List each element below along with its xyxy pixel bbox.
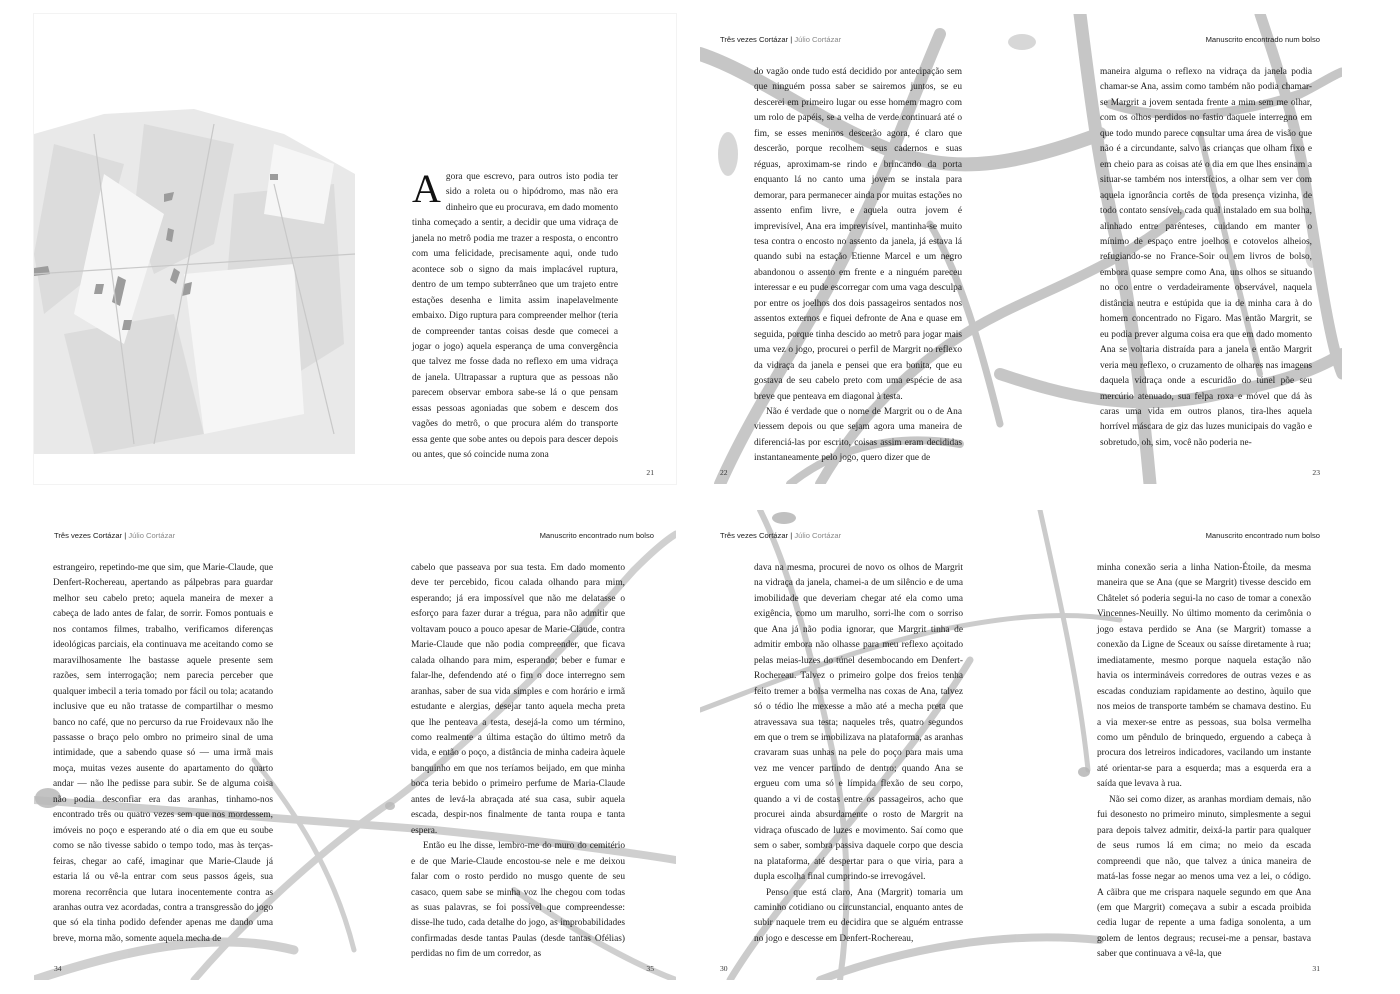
paragraph: do vagão onde tudo está decidido por antecipação sem que ninguém possa saber se sairemos juntos, se eu descerei em primeiro lugar ou esse homem magro com um rolo de papéis, se a velha de verde continuará até o fim, se esses meninos descerão agora, é claro que descerão, porque recolhem seus cadernos e suas réguas, aproximam-se rindo e brincando da porta enquanto lá no canto uma jovem se instala para demorar, para permanecer ainda por muitas estações no assento enfim livre, e aquela outra jovem é imprevisível, Ana era imprevisível, mantinha-se muito tesa contra o encosto no assento da janela, já estava lá quando subi na estação Etienne Marcel e um negro abandonou o assento em frente e a ninguém pareceu interessar e eu pude escorregar com uma vaga desculpa por entre os joelhos dos dois passageiros sentados nos assentos externos e fiquei defronte de Ana e quase em seguida, porque tinha descido ao metrô para jogar mais uma vez o jogo, procurei o perfil de Margrit no reflexo da vidraça da janela e pensei que era bonita, que eu gostava de seu cabelo preto com uma espécie de asa breve que penteava em diagonal à testa.: [754, 67, 962, 402]
paragraph: minha conexão seria a linha Nation-Étoile, da mesma maneira que se Ana (que se Margrit) tivesse descido em Châtelet só poderia segui-la no caso de tomar a conexão Vincennes-Neuilly. No último momento da cerimônia o jogo estava perdido se Ana (se Margrit) tomasse a conexão da Ligne de Sceaux ou saísse diretamente à rua; imediatamente, mesmo porque naquela estação não havia os intermináveis corredores de outras vezes e as escadas conduziam rapidamente ao destino, àquilo que nos meios de transporte também se chamava destino. Eu a via mexer-se entre as pessoas, sua bolsa vermelha como um pêndulo de brinquedo, erguendo a cabeça à procura dos letreiros indicadores, vacilando um instante até orientar-se para a esquerda; mas a esquerda era a saída que levava à rua.: [1097, 563, 1311, 790]
running-head-left: [720, 35, 841, 44]
header-separator: |: [124, 531, 127, 540]
page-number-left: 22: [720, 468, 728, 477]
author-name: Júlio Cortázar: [794, 35, 842, 44]
author-name: Júlio Cortázar: [794, 531, 842, 540]
spread-pages-20-21: [34, 14, 676, 484]
running-head-right: Manuscrito encontrado num bolso: [1205, 531, 1320, 540]
paragraph: Então eu lhe disse, lembro-me do muro do cemitério e de que Marie-Claude encostou-se nele e me deixou falar com o rosto perdido no musgo quente de seu casaco, quem sabe se minha voz lhe chegou com todas as suas palavras, se foi possível que compreendesse: disse-lhe tudo, cada detalhe do jogo, as improbabilidades confirmadas desde tantas Paulas (desde tantas Ofélias) perdidas no fim de um corredor, as: [411, 841, 625, 960]
body-text-column-left: [754, 561, 963, 947]
book-title: Três vezes Cortázar: [720, 35, 789, 44]
running-head-left: [54, 531, 175, 540]
spread-pages-22-23: [700, 14, 1342, 484]
page-number-left: 34: [54, 964, 62, 973]
body-text-column-right: [411, 561, 625, 963]
paragraph: dava na mesma, procurei de novo os olhos de Margrit na vidraça da janela, chamei-a de um silêncio e de uma imobilidade que deveriam chegar até ela como uma exigência, como um marulho, sorri-lhe com o sorriso que Ana já não podia ignorar, que Margrit tinha de admitir embora não olhasse para meu reflexo açoitado pelas meias-luzes do túnel desembocando em Denfert-Rochereau. Talvez o primeiro golpe dos freios tenha feito tremer a bolsa vermelha nas coxas de Ana, talvez só o tédio lhe mexesse a mão até a mecha preta que atravessava sua testa; naqueles três, quatro segundos em que o trem se imobilizava na plataforma, as aranhas cravaram suas unhas na pele do poço para mais uma vez me vencer partindo de dentro; quando Ana se ergueu com uma só e límpida flexão de seu corpo, quando a vi de costas entre os passageiros, acho que procurei ainda absurdamente o rosto de Margrit na vidraça ofuscado de luzes e movimento. Saí como que sem o saber, sombra passiva daquele corpo que descia na plataforma, até despertar para o que viria, para a dupla escolha final cumprindo-se irrevogável.: [754, 563, 963, 883]
body-text-column-left: [754, 65, 962, 467]
header-separator: |: [790, 531, 793, 540]
paragraph: estrangeiro, repetindo-me que sim, que Marie-Claude, que Denfert-Rochereau, apertando as pálpebras para guardar melhor seu cabelo preto; aquela maneira de mexer a cabeça de lado antes de falar, de sorrir. Fomos pontuais e nos contamos filmes, trabalho, verificamos diferenças ideológicas parciais, ela continuava me aceitando como se maravilhosamente lhe bastasse aquele presente sem razões, sem interrogação; nem parecia perceber que qualquer imbecil a teria tomado por fácil ou tola; acatando inclusive que eu não tratasse de compartilhar o mesmo banco no café, que no percurso da rue Froidevaux não lhe passasse o braço pelo ombro no primeiro sinal de uma intimidade, que a sabendo quase só — uma irmã mais moça, muitas vezes ausente do apartamento do quarto andar — não lhe pedisse para subir. Se de alguma coisa não podia desconfiar era das aranhas, tinhamo-nos encontrado três ou quatro vezes sem que nos mordessem, imóveis no poço e esperando até o dia em que eu soube como se não tivesse sabido o tempo todo, mas às terças-feiras, chegar ao café, imaginar que Marie-Claude já estaria lá ou vê-la entrar com seus passos ágeis, sua morena recorrência que lutara inocentemente contra as aranhas outra vez acordadas, contra a transgressão do jogo que só ela tinha podido defender apenas me dando uma breve, morna mão, somente aquela mecha de: [53, 563, 273, 944]
paragraph: maneira alguma o reflexo na vidraça da janela podia chamar-se Ana, assim como também não podia chamar-se Margrit a jovem sentada frente a mim sem me olhar, com os olhos perdidos no fastio daquele interregno em que todo mundo parece consultar uma área de visão que não é a circundante, salvo as crianças que olham fixo e em cheio para as coisas até o dia em que lhes ensinam a situar-se também nos interstícios, a olhar sem ver com aquela ignorância cortês de toda presença vizinha, de todo contato sensível, cada qual instalado em sua bolha, alinhado entre parênteses, cuidando em manter o mínimo de espaço entre joelhos e cotovelos alheios, refugiando-se no France-Soir ou em livros de bolso, embora quase sempre como Ana, uns olhos se situando no oco entre o verdadeiramente observável, naquela distância neutra e estúpida que ia de minha cara à do homem concentrado no Figaro. Mas então Margrit, se eu podia prever alguma coisa era que em dado momento Ana se voltaria distraída para a janela e então Margrit veria meu reflexo, o cruzamento de olhares nas imagens daquela vidraça onde a escuridão do túnel põe seu mercúrio atenuado, sua felpa roxa e móvel que dá às caras uma vida em outros planos, tira-lhes aquela horrível máscara de giz das luzes municipais do vagão e sobretudo, oh, sim, você não poderia ne-: [1100, 67, 1312, 448]
drop-cap: A: [412, 166, 441, 211]
page-number-left: 30: [720, 964, 728, 973]
page-number: 21: [646, 468, 654, 477]
spread-pages-34-35: [34, 510, 676, 980]
abstract-collage-illustration: [34, 14, 355, 484]
book-title: Três vezes Cortázar: [720, 531, 789, 540]
body-text-column-left: [53, 561, 273, 947]
body-text-column-right: [1097, 561, 1311, 963]
page-number-right: 23: [1312, 468, 1320, 477]
paragraph: gora que escrevo, para outros isto podia ter sido a roleta ou o hipódromo, mas não era dinheiro que eu procurava, em dado momento tinha começado a sentir, a decidir que uma vidraça de janela no metrô podia me trazer a resposta, o encontro com uma felicidade, precisamente aqui, onde tudo acontece sob o signo da mais implacável ruptura, dentro de um tempo subterrâneo que um trajeto entre estações desenha e limita assim inapelavelmente embaixo. Digo ruptura para compreender melhor (teria de compreender tantas coisas desde que comecei a jogar o jogo) aquela esperança de uma convergência que talvez me fosse dada no reflexo em uma vidraça de janela. Ultrapassar a ruptura que as pessoas não parecem observar embora sabe-se lá o que pensam essas pessoas agoniadas que sobem e descem dos vagões do metrô, o que procura além do transporte essa gente que sobe antes ou depois para descer depois ou antes, que só coincide numa zona: [412, 172, 618, 461]
paragraph: Penso que está claro, Ana (Margrit) tomaria um caminho cotidiano ou circunstancial, enquanto antes de subir naquele trem eu decidira que se alguém entrasse no jogo e descesse em Denfert-Rochereau,: [754, 887, 963, 944]
spread-pages-30-31: [700, 510, 1342, 980]
book-title: Três vezes Cortázar: [54, 531, 123, 540]
paragraph: cabelo que passeava por sua testa. Em dado momento deve ter percebido, ficou calada olhando para mim, esperando; já era impossível que não me delatasse o esforço para fazer durar a trégua, para não admitir que voltavam pouco a pouco apesar de Marie-Claude, contra Marie-Claude que não podia compreender, que ficava calada olhando para mim, esperando; beber e fumar e falar-lhe, defendendo até o fim o doce interregno sem aranhas, saber de sua vida simples e com horário e irmã estudante e alergias, desejar tanto aquela mecha preta que lhe penteava a testa, desejá-la como um término, como realmente a última estação do último metrô da vida, e então o poço, a distância de minha cadeira àquele banquinho em que nos teríamos beijado, em que minha boca teria bebido o primeiro perfume de Maria-Claude antes de levá-la abraçada até sua casa, subir aquela escada, despir-nos finalmente de tanta roupa e tanta espera.: [411, 563, 625, 836]
paragraph: Não é verdade que o nome de Margrit ou o de Ana viessem depois ou que sejam agora uma maneira de diferenciá-las por escrito, coisas assim eram decididas instantaneamente pelo jogo, quero dizer que de: [754, 406, 962, 464]
paragraph: Não sei como dizer, as aranhas mordiam demais, não fui desonesto no primeiro minuto, simplesmente a segui para depois talvez admitir, deixá-la partir para qualquer de seus rumos lá em cima; no meio da escada compreendi que não, que talvez a única maneira de matá-las fosse negar ao menos uma vez a lei, o código. A cãibra que me crispara naquele segundo em que Ana (em que Margrit) começava a subir a escada proibida cedia lugar de repente a uma fadiga sonolenta, a um golem de lentos degraus; recusei-me a pensar, bastava saber que continuava a vê-la, que: [1097, 794, 1311, 960]
author-name: Júlio Cortázar: [128, 531, 176, 540]
page-number-right: 35: [646, 964, 654, 973]
header-separator: |: [790, 35, 793, 44]
running-head-right: Manuscrito encontrado num bolso: [1205, 35, 1320, 44]
running-head-left: [720, 531, 841, 540]
body-text-column-right: [1100, 65, 1312, 451]
body-text-column: [412, 166, 618, 464]
page-number-right: 31: [1312, 964, 1320, 973]
running-head-right: Manuscrito encontrado num bolso: [539, 531, 654, 540]
